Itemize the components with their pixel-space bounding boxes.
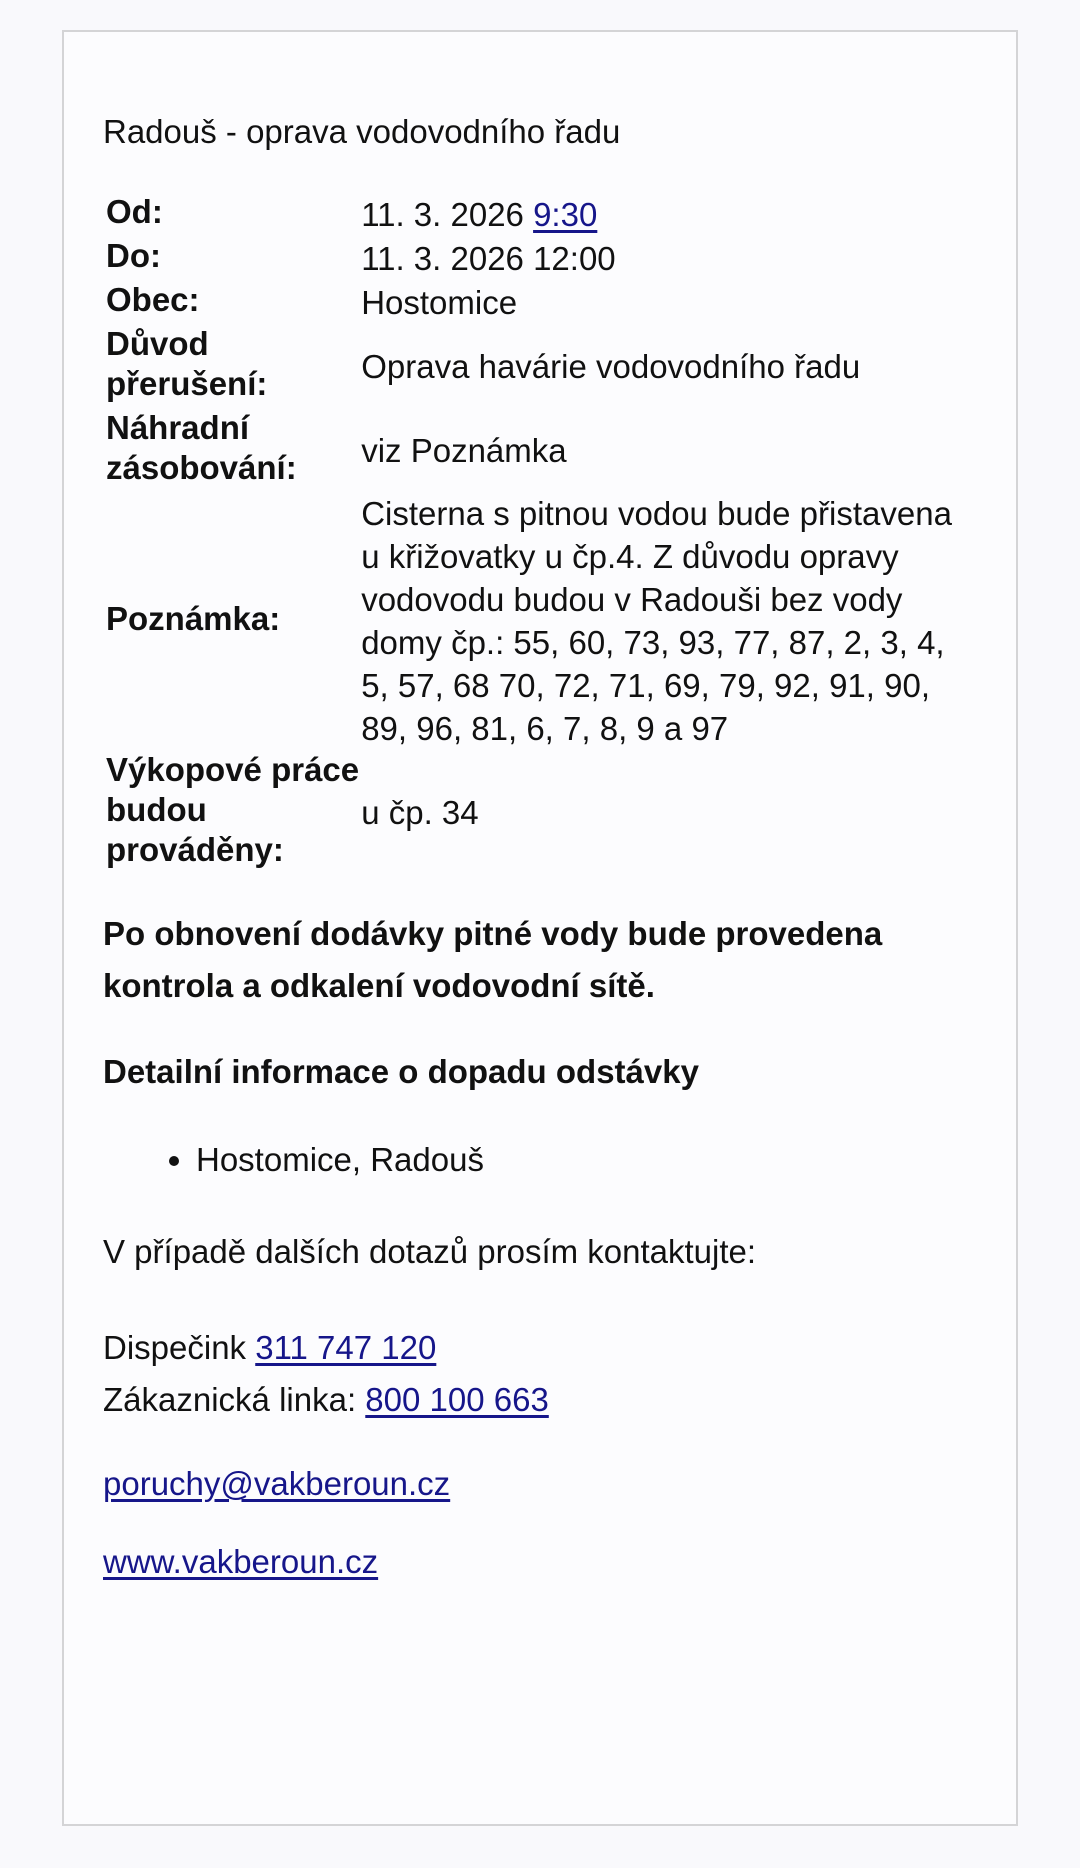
excavation-value: u čp. 34	[361, 793, 479, 831]
row-note	[106, 492, 976, 750]
from-label: Od:	[106, 193, 163, 230]
substitute-label: Náhradní zásobování:	[106, 409, 297, 486]
customer-line	[103, 1374, 976, 1426]
municipality-label: Obec:	[106, 281, 200, 318]
website-link[interactable]: www.vakberoun.cz	[103, 1543, 379, 1580]
reason-label: Důvod přerušení:	[106, 325, 268, 402]
row-to	[106, 236, 976, 280]
excavation-label: Výkopové práce budou prováděny:	[106, 751, 360, 868]
customer-phone-link[interactable]: 800 100 663	[365, 1381, 549, 1418]
outage-title: Radouš - oprava vodovodního řadu	[103, 113, 621, 150]
dispatch-label: Dispečink	[103, 1329, 247, 1366]
row-municipality	[106, 280, 976, 324]
from-date: 11. 3. 2026	[361, 195, 524, 233]
substitute-value: viz Poznámka	[361, 431, 567, 469]
detail-heading: Detailní informace o dopadu odstávky	[103, 1053, 699, 1090]
affected-area-item: • Hostomice, Radouš	[196, 1140, 976, 1180]
to-label: Do:	[106, 237, 161, 274]
to-value: 11. 3. 2026 12:00	[361, 239, 616, 277]
note-value: Cisterna s pitnou vodou bude přistavena u křižovatky u čp.4. Z důvodu opravy vodovodu budou v Radouši bez vody domy čp.: 55, 60, 73, 93, 77, 87, 2, 3, 4, 5, 57, 68 70, 72, 71, 69, 79, 92, 91, 90, 89, 96, 81, 6, 7, 8, 9 a 97	[361, 495, 952, 747]
affected-areas-list	[103, 1140, 976, 1180]
flushing-notice: Po obnovení dodávky pitné vody bude provedena kontrola a odkalení vodovodní sítě.	[103, 915, 883, 1004]
notification-card	[62, 30, 1018, 1826]
from-value	[361, 192, 976, 236]
dispatch-line	[103, 1322, 976, 1374]
card-content	[103, 112, 976, 1582]
row-excavation	[106, 750, 976, 874]
from-time-link[interactable]: 9:30	[533, 195, 598, 233]
customer-line-label: Zákaznická linka:	[103, 1381, 357, 1418]
dispatch-phone-link[interactable]: 311 747 120	[255, 1329, 437, 1366]
municipality-value: Hostomice	[361, 283, 518, 321]
contact-intro: V případě dalších dotazů prosím kontaktujte:	[103, 1233, 757, 1270]
row-reason	[106, 324, 976, 408]
email-link[interactable]: poruchy@vakberoun.cz	[103, 1465, 451, 1502]
row-substitute	[106, 408, 976, 492]
note-label: Poznámka:	[106, 600, 281, 637]
website-line	[103, 1542, 976, 1582]
outage-info-table	[106, 192, 976, 874]
row-from	[106, 192, 976, 236]
contact-phones	[103, 1322, 976, 1426]
email-line	[103, 1464, 976, 1504]
reason-value: Oprava havárie vodovodního řadu	[361, 347, 861, 385]
